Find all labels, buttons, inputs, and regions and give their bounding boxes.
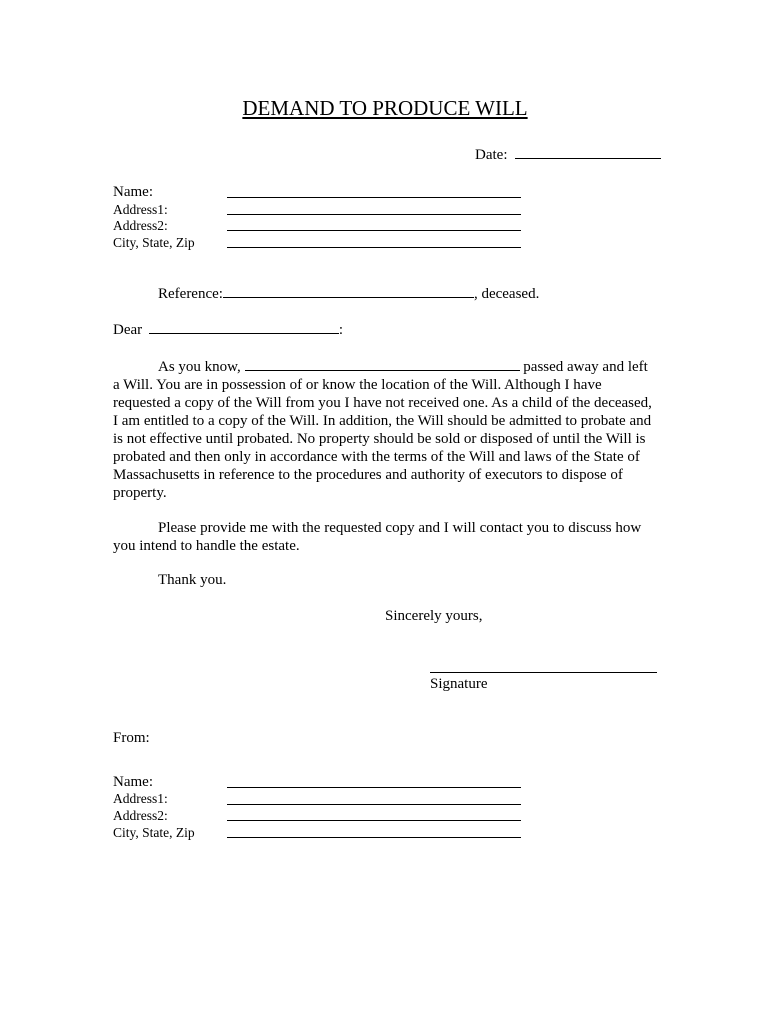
deceased-name-field[interactable] (245, 370, 520, 371)
recipient-name-label: Name: (113, 184, 153, 200)
recipient-name-field[interactable] (227, 197, 521, 198)
recipient-city-field[interactable] (227, 247, 521, 248)
recipient-address1-field[interactable] (227, 214, 521, 215)
from-label: From: (113, 730, 150, 746)
reference-suffix: , deceased. (473, 286, 540, 302)
reference-row (158, 286, 539, 303)
sender-name-label: Name: (113, 774, 153, 790)
p1-rest: a Will. You are in possession of or know the location of the Will. Although I have requested a copy of the Will from you I have not received one. As a child of the deceased, I am entitled to a copy of the Will. In addition, the Will should be admitted to probate and is not effective until probated. No property should be sold or disposed of until the Will is probated and then only in accordance with the terms of the Will and laws of the State of Massachusetts in reference to the procedures and authority of executors to dispose of property. (113, 377, 652, 501)
date-row (475, 147, 661, 164)
recipient-address2-label: Address2: (113, 218, 168, 233)
signature-field[interactable] (430, 672, 657, 673)
sender-city-field[interactable] (227, 837, 521, 838)
sender-name-field[interactable] (227, 787, 521, 788)
closing: Sincerely yours, (385, 608, 483, 624)
recipient-address2-field[interactable] (227, 230, 521, 231)
dear-suffix: : (338, 322, 344, 338)
sender-address2-field[interactable] (227, 820, 521, 821)
date-label: Date: (475, 147, 508, 163)
recipient-city-label: City, State, Zip (113, 235, 195, 250)
signature-label: Signature (430, 676, 488, 692)
sender-address2-label: Address2: (113, 808, 168, 823)
p1-prefix: As you know, (158, 359, 241, 375)
sender-city-label: City, State, Zip (113, 825, 195, 840)
p2-text: Please provide me with the requested copy and I will contact you to discuss how you intend to handle the estate. (113, 520, 642, 554)
reference-field[interactable] (223, 297, 474, 298)
salutation-row (113, 322, 343, 339)
dear-label: Dear (113, 322, 143, 338)
dear-field[interactable] (149, 333, 339, 334)
body-paragraph-2 (113, 519, 658, 555)
p1-rest-first: passed away and left (523, 359, 648, 375)
sender-address1-label: Address1: (113, 791, 168, 806)
body-paragraph-1 (113, 358, 658, 502)
recipient-address1-label: Address1: (113, 202, 168, 217)
date-field[interactable] (515, 158, 661, 159)
sender-address1-field[interactable] (227, 804, 521, 805)
page-title: DEMAND TO PRODUCE WILL (242, 96, 528, 120)
reference-label: Reference: (158, 286, 223, 302)
thank-you: Thank you. (158, 572, 227, 588)
